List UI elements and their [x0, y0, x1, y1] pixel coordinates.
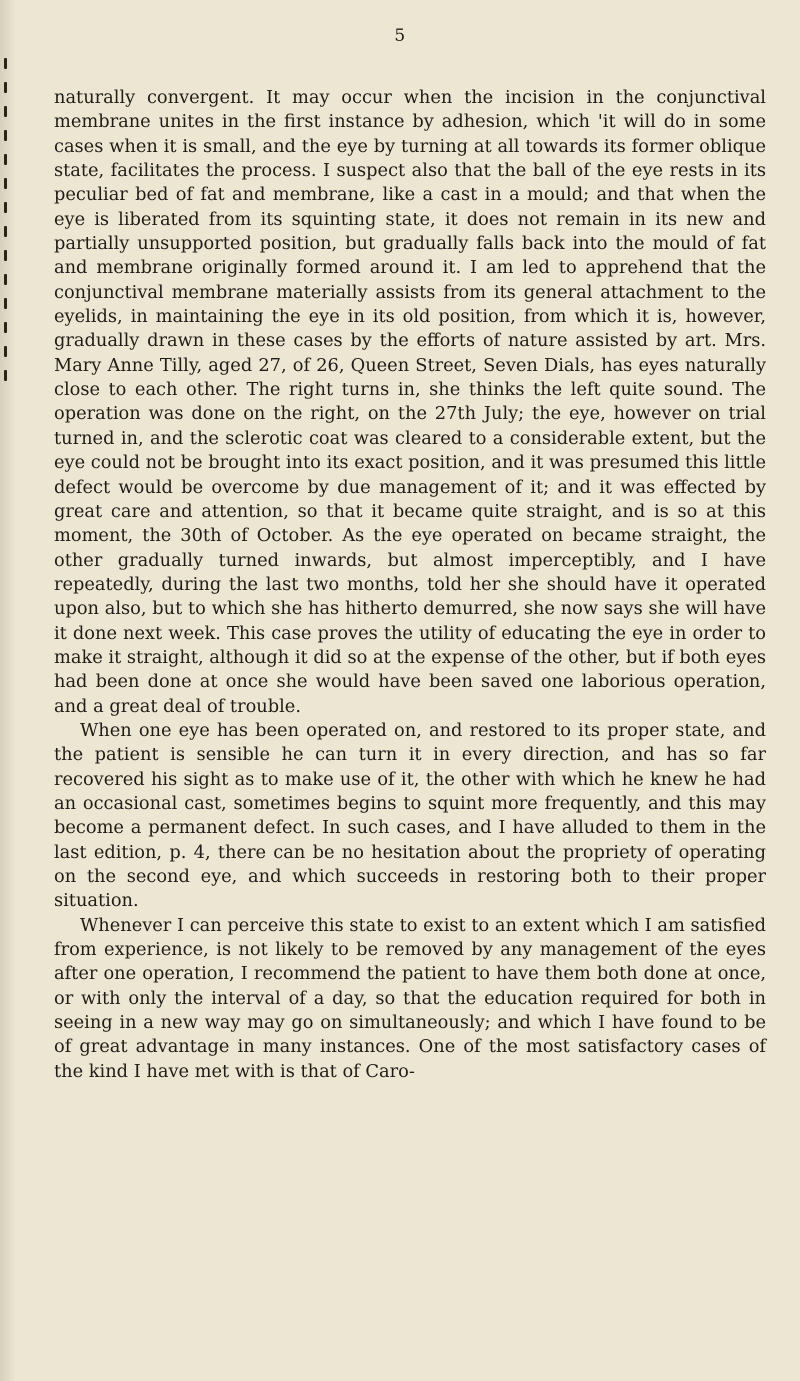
body-text: [54, 86, 766, 1084]
page-gutter-shadow: [0, 0, 16, 1381]
page-number: 5: [394, 26, 406, 46]
binding-edge-marks: [4, 58, 12, 388]
paragraph-1: naturally convergent. It may occur when the incision in the conjunctival membrane unites in the first instance by adhesion, which 'it will do in some cases when it is small, and the eye by turning at all towards its former oblique state, facilitates the process. I suspect also that the ball of the eye rests in its peculiar bed of fat and membrane, like a cast in a mould; and that when the eye is liberated from its squinting state, it does not remain in its new and partially unsupported position, but gradually falls back into the mould of fat and membrane originally formed around it. I am led to apprehend that the conjunctival membrane materially assists from its general attachment to the eyelids, in maintaining the eye in its old position, from which it is, however, gradually drawn in these cases by the efforts of nature assisted by art. Mrs. Mary Anne Tilly, aged 27, of 26, Queen Street, Seven Dials, has eyes naturally close to each other. The right turns in, she thinks the left quite sound. The operation was done on the right, on the 27th July; the eye, however on trial turned in, and the sclerotic coat was cleared to a considerable extent, but the eye could not be brought into its exact position, and it was presumed this little defect would be overcome by due management of it; and it was effected by great care and attention, so that it became quite straight, and is so at this moment, the 30th of October. As the eye operated on became straight, the other gradually turned inwards, but almost imperceptibly, and I have repeatedly, during the last two months, told her she should have it operated upon also, but to which she has hitherto demurred, she now says she will have it done next week. This case proves the utility of educating the eye in order to make it straight, although it did so at the expense of the other, but if both eyes had been done at once she would have been saved one laborious operation, and a great deal of trouble.: [54, 87, 766, 717]
paragraph-3: Whenever I can perceive this state to exist to an extent which I am satisfied from experience, is not likely to be removed by any management of the eyes after one operation, I recommend the patient to have them both done at once, or with only the interval of a day, so that the education required for both in seeing in a new way may go on simultaneously; and which I have found to be of great advantage in many instances. One of the most satisfactory cases of the kind I have met with is that of Caro-: [54, 914, 766, 1082]
paragraph-2: When one eye has been operated on, and restored to its proper state, and the patient is sensible he can turn it in every direction, and has so far recovered his sight as to make use of it, the other with which he knew he had an occasional cast, sometimes begins to squint more frequently, and this may become a permanent defect. In such cases, and I have alluded to them in the last edition, p. 4, there can be no hesitation about the propriety of operating on the second eye, and which succeeds in restoring both to their proper situation.: [54, 719, 766, 912]
